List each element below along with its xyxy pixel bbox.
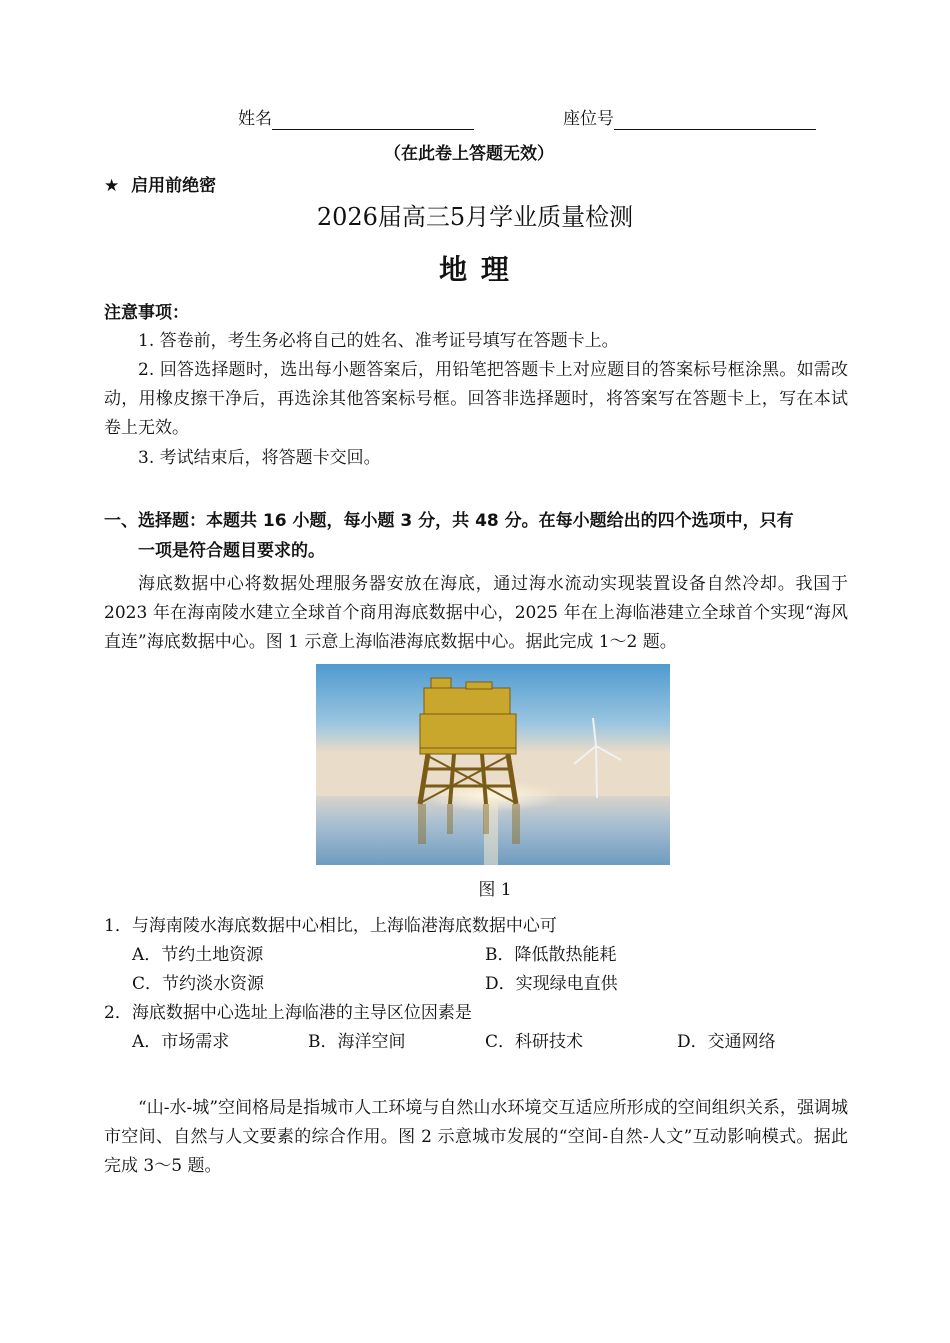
name-blank <box>272 111 474 130</box>
invalid-note: （在此卷上答题无效） <box>384 144 554 164</box>
subject-title: 地 理 <box>439 253 511 286</box>
notice-heading: 注意事项： <box>104 303 189 323</box>
passage-2: “山-水-城”空间格局是指城市人工环境与自然山水环境交互适应所形成的空间组织关系，强调城市空间、自然与人文要素的综合作用。图 2 示意城市发展的“空间-自然-人文”互动影响模式。据此完成 3～5 题。 <box>104 1098 848 1176</box>
confidential-text: 启用前绝密 <box>131 176 217 196</box>
q1-option-a: A．节约土地资源 <box>132 945 264 965</box>
q1-option-b: B．降低散热能耗 <box>485 945 617 965</box>
figure-1-caption: 图 1 <box>478 880 512 900</box>
q2-option-c: C．科研技术 <box>485 1032 584 1052</box>
q1-stem: 1．与海南陵水海底数据中心相比，上海临港海底数据中心可 <box>104 916 557 936</box>
confidential-line <box>104 175 216 197</box>
section1-heading-line1: 一、选择题：本题共 16 小题，每小题 3 分，共 48 分。在每小题给出的四个选项中，只有 <box>104 511 794 531</box>
name-label: 姓名 <box>238 109 272 129</box>
section1-heading-line2: 一项是符合题目要求的。 <box>138 541 325 561</box>
passage-1: 海底数据中心将数据处理服务器安放在海底，通过海水流动实现装置设备自然冷却。我国于 2023 年在海南陵水建立全球首个商用海底数据中心，2025 年在上海临港建立全球首个实现“海风直连”海底数据中心。图 1 示意上海临港海底数据中心。据此完成 1～2 题。 <box>104 574 848 652</box>
q2-option-b: B．海洋空间 <box>308 1032 406 1052</box>
q2-stem: 2．海底数据中心选址上海临港的主导区位因素是 <box>104 1003 472 1023</box>
star-icon: ★ <box>104 176 120 196</box>
seat-field <box>563 108 816 130</box>
figure-1-photo <box>316 664 670 865</box>
seat-label: 座位号 <box>563 109 614 129</box>
exam-title: 2026届高三5月学业质量检测 <box>316 203 634 231</box>
notice-item-3: 3. 考试结束后，将答题卡交回。 <box>138 448 381 468</box>
q1-option-d: D．实现绿电直供 <box>485 974 618 994</box>
notice-item-1: 1. 答卷前，考生务必将自己的姓名、准考证号填写在答题卡上。 <box>138 331 619 351</box>
q2-option-d: D．交通网络 <box>677 1032 776 1052</box>
q1-option-c: C．节约淡水资源 <box>132 974 265 994</box>
notice-item-2: 2. 回答选择题时，选出每小题答案后，用铅笔把答题卡上对应题目的答案标号框涂黑。如需改动，用橡皮擦干净后，再选涂其他答案标号框。回答非选择题时，将答案写在答题卡上，写在本试卷上无效。 <box>104 360 848 438</box>
name-field <box>238 108 474 130</box>
seat-blank <box>614 111 816 130</box>
q2-option-a: A．市场需求 <box>132 1032 230 1052</box>
platform-graphic <box>420 678 516 804</box>
